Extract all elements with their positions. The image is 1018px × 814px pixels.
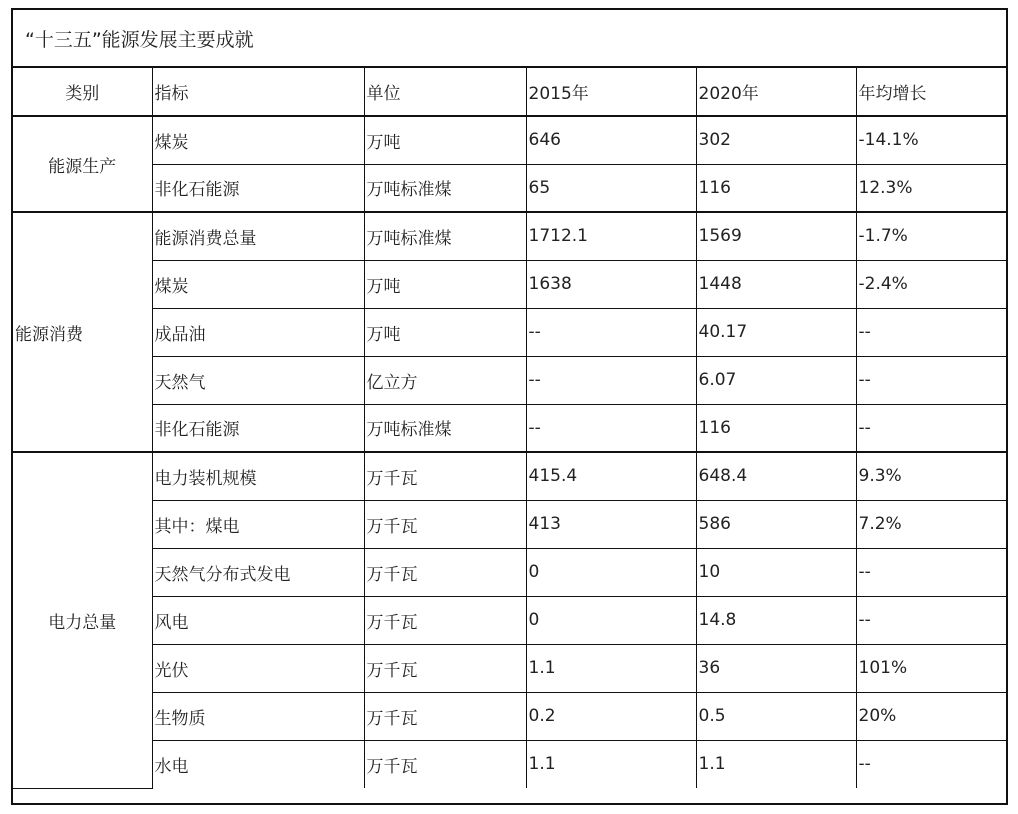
group-1 — [13, 212, 1006, 452]
y2015-cell: 1.1 — [526, 740, 696, 788]
indicator-cell: 非化石能源 — [152, 164, 364, 212]
unit-cell: 万千瓦 — [364, 644, 526, 692]
achievements-table-frame — [11, 8, 1008, 805]
table-row — [13, 452, 1006, 500]
indicator-cell: 能源消费总量 — [152, 212, 364, 260]
indicator-cell: 风电 — [152, 596, 364, 644]
y2015-cell: 415.4 — [526, 452, 696, 500]
growth-cell: -- — [856, 404, 1006, 452]
growth-cell: -14.1% — [856, 116, 1006, 164]
table-row — [13, 596, 1006, 644]
indicator-cell: 成品油 — [152, 308, 364, 356]
table-row — [13, 116, 1006, 164]
table-row — [13, 692, 1006, 740]
indicator-cell: 煤炭 — [152, 260, 364, 308]
indicator-cell: 光伏 — [152, 644, 364, 692]
y2020-cell: 116 — [696, 164, 856, 212]
indicator-cell: 天然气分布式发电 — [152, 548, 364, 596]
unit-cell: 万千瓦 — [364, 692, 526, 740]
y2015-cell: 413 — [526, 500, 696, 548]
y2020-cell: 6.07 — [696, 356, 856, 404]
unit-cell: 万千瓦 — [364, 452, 526, 500]
growth-cell: -- — [856, 308, 1006, 356]
table-row — [13, 260, 1006, 308]
indicator-cell: 生物质 — [152, 692, 364, 740]
y2020-cell: 586 — [696, 500, 856, 548]
indicator-cell: 水电 — [152, 740, 364, 788]
indicator-cell: 非化石能源 — [152, 404, 364, 452]
y2015-cell: 65 — [526, 164, 696, 212]
indicator-cell: 煤炭 — [152, 116, 364, 164]
y2015-cell: 646 — [526, 116, 696, 164]
unit-cell: 万千瓦 — [364, 596, 526, 644]
category-cell: 能源消费 — [13, 212, 152, 452]
header-growth: 年均增长 — [856, 68, 1006, 116]
y2020-cell: 1448 — [696, 260, 856, 308]
table-row — [13, 356, 1006, 404]
y2015-cell: -- — [526, 356, 696, 404]
growth-cell: 20% — [856, 692, 1006, 740]
table-row — [13, 500, 1006, 548]
table-row — [13, 404, 1006, 452]
category-cell: 能源生产 — [13, 116, 152, 212]
y2020-cell: 116 — [696, 404, 856, 452]
y2015-cell: -- — [526, 404, 696, 452]
unit-cell: 万千瓦 — [364, 500, 526, 548]
indicator-cell: 电力装机规模 — [152, 452, 364, 500]
growth-cell: 101% — [856, 644, 1006, 692]
indicator-cell: 其中：煤电 — [152, 500, 364, 548]
unit-cell: 万吨标准煤 — [364, 164, 526, 212]
y2015-cell: 0 — [526, 596, 696, 644]
header-2020: 2020年 — [696, 68, 856, 116]
category-cell: 电力总量 — [13, 452, 152, 788]
table-row — [13, 740, 1006, 788]
growth-cell: 12.3% — [856, 164, 1006, 212]
y2015-cell: 1712.1 — [526, 212, 696, 260]
y2020-cell: 1569 — [696, 212, 856, 260]
table-row — [13, 212, 1006, 260]
indicator-cell: 天然气 — [152, 356, 364, 404]
growth-cell: 9.3% — [856, 452, 1006, 500]
y2015-cell: -- — [526, 308, 696, 356]
unit-cell: 万吨标准煤 — [364, 404, 526, 452]
y2020-cell: 14.8 — [696, 596, 856, 644]
unit-cell: 万吨 — [364, 116, 526, 164]
y2020-cell: 648.4 — [696, 452, 856, 500]
y2020-cell: 10 — [696, 548, 856, 596]
growth-cell: -- — [856, 596, 1006, 644]
energy-achievements-table — [13, 68, 1006, 789]
header-2015: 2015年 — [526, 68, 696, 116]
y2020-cell: 1.1 — [696, 740, 856, 788]
growth-cell: -- — [856, 740, 1006, 788]
y2020-cell: 36 — [696, 644, 856, 692]
y2015-cell: 1.1 — [526, 644, 696, 692]
group-0 — [13, 116, 1006, 212]
growth-cell: -1.7% — [856, 212, 1006, 260]
y2020-cell: 40.17 — [696, 308, 856, 356]
y2020-cell: 302 — [696, 116, 856, 164]
unit-cell: 亿立方 — [364, 356, 526, 404]
growth-cell: 7.2% — [856, 500, 1006, 548]
unit-cell: 万吨 — [364, 308, 526, 356]
growth-cell: -- — [856, 548, 1006, 596]
header-category: 类别 — [13, 68, 152, 116]
table-row — [13, 644, 1006, 692]
growth-cell: -- — [856, 356, 1006, 404]
unit-cell: 万千瓦 — [364, 740, 526, 788]
table-title: “十三五”能源发展主要成就 — [13, 10, 1006, 68]
header-unit: 单位 — [364, 68, 526, 116]
y2015-cell: 0 — [526, 548, 696, 596]
unit-cell: 万千瓦 — [364, 548, 526, 596]
y2015-cell: 1638 — [526, 260, 696, 308]
table-row — [13, 308, 1006, 356]
y2020-cell: 0.5 — [696, 692, 856, 740]
header-indicator: 指标 — [152, 68, 364, 116]
header-row — [13, 68, 1006, 116]
growth-cell: -2.4% — [856, 260, 1006, 308]
unit-cell: 万吨 — [364, 260, 526, 308]
group-2 — [13, 452, 1006, 788]
table-row — [13, 164, 1006, 212]
table-row — [13, 548, 1006, 596]
unit-cell: 万吨标准煤 — [364, 212, 526, 260]
y2015-cell: 0.2 — [526, 692, 696, 740]
